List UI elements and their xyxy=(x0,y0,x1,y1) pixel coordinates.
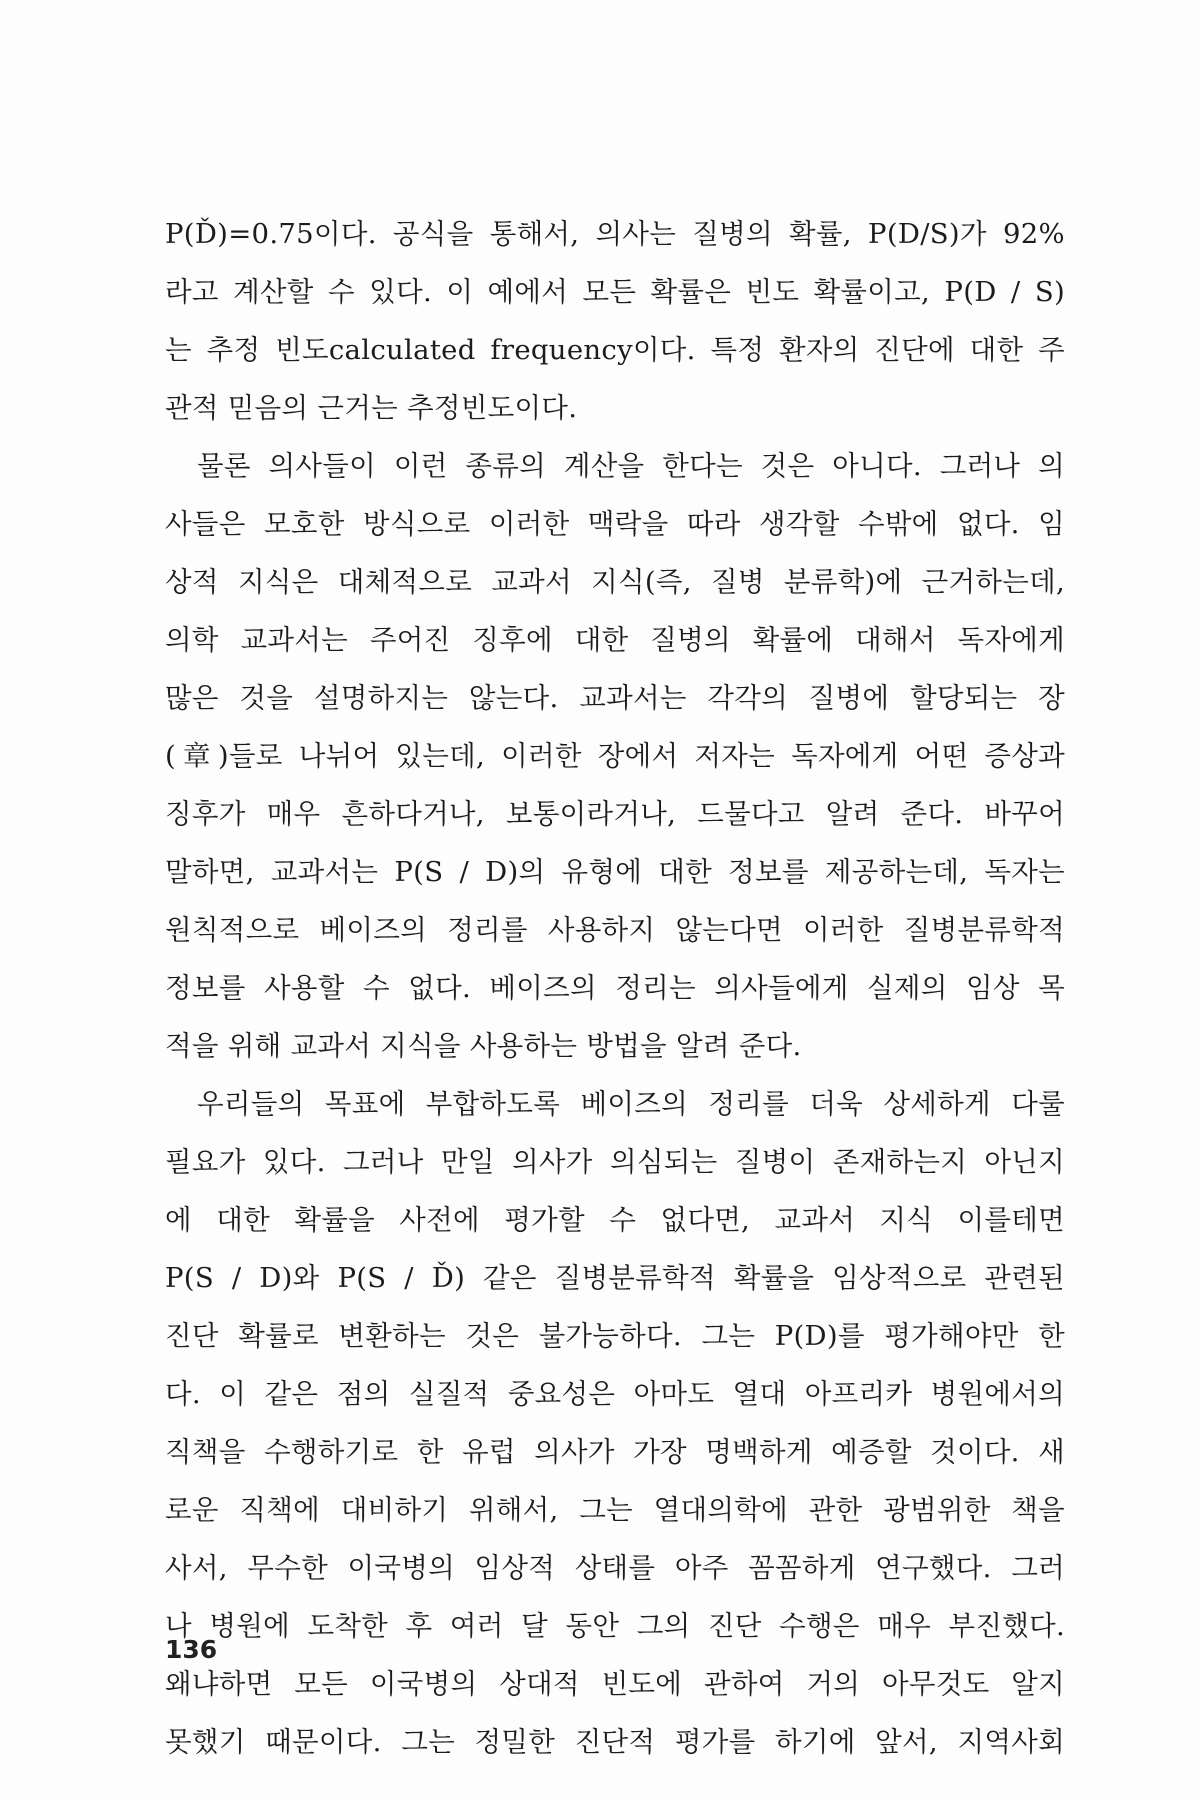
text-line: P(S / D)와 P(S / Ď) 같은 질병분류학적 확률을 임상적으로 관련된 xyxy=(165,1262,1065,1294)
text-line: 왜냐하면 모든 이국병의 상대적 빈도에 관하여 거의 아무것도 알지 xyxy=(165,1668,1065,1700)
text-line: 말하면, 교과서는 P(S / D)의 유형에 대한 정보를 제공하는데, 독자는 xyxy=(165,856,1065,888)
text-line: 사들은 모호한 방식으로 이러한 맥락을 따라 생각할 수밖에 없다. 임 xyxy=(165,508,1065,540)
body-text xyxy=(165,205,1065,1771)
text-line: 적을 위해 교과서 지식을 사용하는 방법을 알려 준다. xyxy=(165,1030,802,1062)
text-line: 우리들의 목표에 부합하도록 베이즈의 정리를 더욱 상세하게 다룰 xyxy=(197,1088,1065,1120)
text-line: 관적 믿음의 근거는 추정빈도이다. xyxy=(165,392,578,424)
text-line: 징후가 매우 흔하다거나, 보통이라거나, 드물다고 알려 준다. 바꾸어 xyxy=(165,798,1065,830)
text-line: 사서, 무수한 이국병의 임상적 상태를 아주 꼼꼼하게 연구했다. 그러 xyxy=(165,1552,1065,1584)
text-line: 상적 지식은 대체적으로 교과서 지식(즉, 질병 분류학)에 근거하는데, xyxy=(165,566,1065,598)
text-line: 많은 것을 설명하지는 않는다. 교과서는 각각의 질병에 할당되는 장 xyxy=(165,682,1065,714)
text-line: 의학 교과서는 주어진 징후에 대한 질병의 확률에 대해서 독자에게 xyxy=(165,624,1065,656)
text-line: 는 추정 빈도calculated frequency이다. 특정 환자의 진단에 대한 주 xyxy=(165,334,1065,366)
text-line: P(Ď)=0.75이다. 공식을 통해서, 의사는 질병의 확률, P(D/S)가 92% xyxy=(165,218,1065,250)
text-line: 직책을 수행하기로 한 유럽 의사가 가장 명백하게 예증할 것이다. 새 xyxy=(165,1436,1065,1468)
page-number: 136 xyxy=(165,1635,218,1664)
text-line: 에 대한 확률을 사전에 평가할 수 없다면, 교과서 지식 이를테면 xyxy=(165,1204,1065,1236)
text-line: 로운 직책에 대비하기 위해서, 그는 열대의학에 관한 광범위한 책을 xyxy=(165,1494,1065,1526)
text-line: 다. 이 같은 점의 실질적 중요성은 아마도 열대 아프리카 병원에서의 xyxy=(165,1378,1065,1410)
text-line: 라고 계산할 수 있다. 이 예에서 모든 확률은 빈도 확률이고, P(D / S) xyxy=(165,276,1065,308)
text-line: 못했기 때문이다. 그는 정밀한 진단적 평가를 하기에 앞서, 지역사회 xyxy=(165,1726,1065,1758)
text-line: (章)들로 나뉘어 있는데, 이러한 장에서 저자는 독자에게 어떤 증상과 xyxy=(165,740,1065,772)
text-line: 나 병원에 도착한 후 여러 달 동안 그의 진단 수행은 매우 부진했다. xyxy=(165,1610,1065,1642)
text-line: 원칙적으로 베이즈의 정리를 사용하지 않는다면 이러한 질병분류학적 xyxy=(165,914,1065,946)
text-line: 필요가 있다. 그러나 만일 의사가 의심되는 질병이 존재하는지 아닌지 xyxy=(165,1146,1065,1178)
text-line: 진단 확률로 변환하는 것은 불가능하다. 그는 P(D)를 평가해야만 한 xyxy=(165,1320,1065,1352)
text-line: 물론 의사들이 이런 종류의 계산을 한다는 것은 아니다. 그러나 의 xyxy=(197,450,1065,482)
text-line: 정보를 사용할 수 없다. 베이즈의 정리는 의사들에게 실제의 임상 목 xyxy=(165,972,1065,1004)
